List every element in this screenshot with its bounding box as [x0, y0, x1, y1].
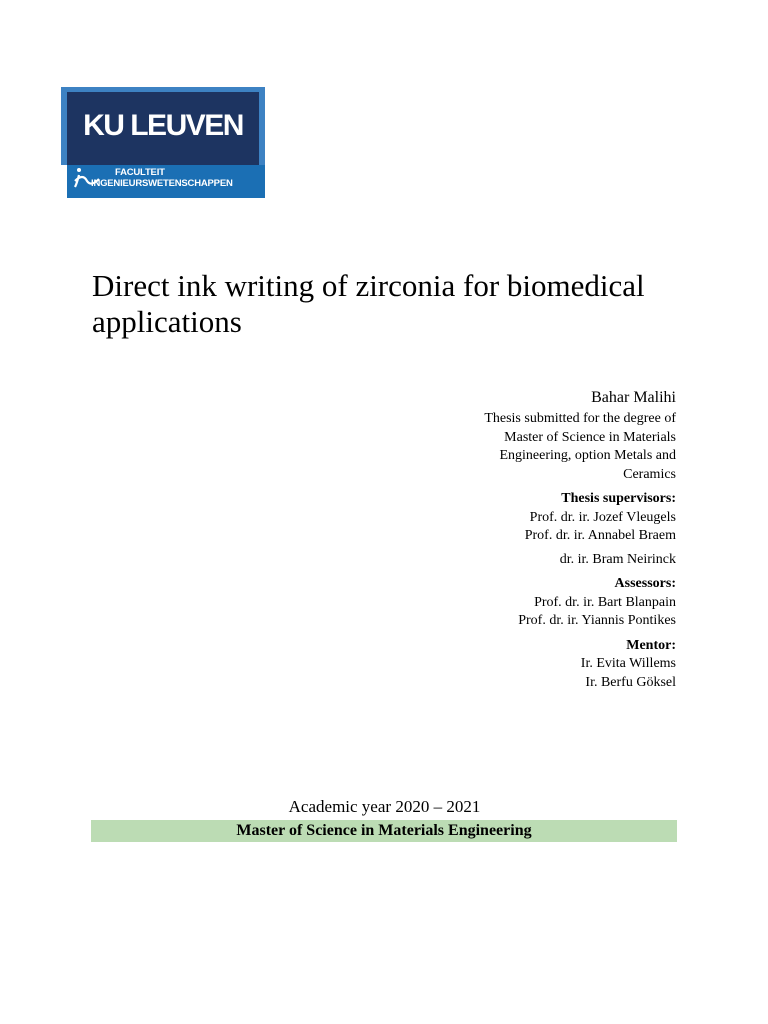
logo-title-panel: [67, 92, 259, 149]
assessors-heading: Assessors:: [614, 576, 676, 591]
mentor-name: Ir. Evita Willems: [580, 656, 676, 671]
thesis-details: [356, 388, 676, 692]
logo-gap: [67, 149, 259, 165]
logo-frame-right: [259, 87, 265, 165]
author-name: Bahar Malihi: [591, 389, 676, 406]
program-bar: Master of Science in Materials Engineering: [91, 820, 677, 842]
logo-faculty-line2: INGENIEURSWETENSCHAPPEN: [91, 178, 233, 189]
supervisors-heading: Thesis supervisors:: [561, 491, 676, 506]
logo-faculty-line1: FACULTEIT: [115, 167, 165, 178]
logo-title: KU LEUVEN: [83, 108, 243, 142]
degree-line: Ceramics: [623, 466, 676, 482]
assessor-name: Prof. dr. ir. Yiannis Pontikes: [518, 613, 676, 628]
ku-leuven-logo: [61, 87, 265, 198]
academic-year: Academic year 2020 – 2021: [288, 797, 481, 816]
degree-line: Engineering, option Metals and: [499, 448, 676, 463]
assessor-name: Prof. dr. ir. Bart Blanpain: [534, 594, 676, 610]
degree-line: Master of Science in Materials: [504, 429, 676, 445]
supervisor-name: dr. ir. Bram Neirinck: [559, 551, 676, 567]
thesis-title: Direct ink writing of zirconia for biomedical applications: [92, 268, 645, 339]
supervisor-name: Prof. dr. ir. Jozef Vleugels: [529, 509, 676, 525]
supervisor-name: Prof. dr. ir. Annabel Braem: [524, 528, 676, 543]
mentor-name: Ir. Berfu Göksel: [585, 674, 676, 690]
degree-line: Thesis submitted for the degree of: [484, 411, 676, 426]
mentor-heading: Mentor:: [626, 637, 676, 653]
